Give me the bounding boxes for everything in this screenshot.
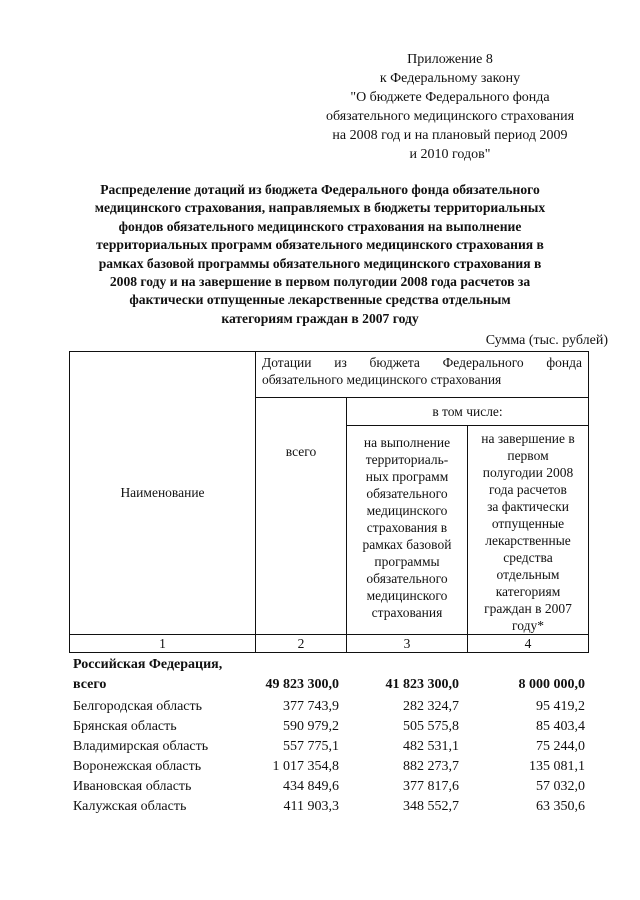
row-name: Калужская область xyxy=(73,799,187,814)
row-name: Ивановская область xyxy=(73,779,192,794)
appendix-line: "О бюджете Федерального фонда xyxy=(350,90,550,105)
dotations-header-line: Дотации из бюджета Федерального фонда xyxy=(262,355,582,370)
header-line: медицинского xyxy=(366,588,448,603)
row-name: всего xyxy=(73,677,107,692)
cell-total: 557 775,1 xyxy=(283,739,339,754)
column-header-including: в том числе: xyxy=(347,398,589,426)
cell-drugs: 57 032,0 xyxy=(536,779,585,794)
table-header xyxy=(69,351,589,653)
appendix-line: на 2008 год и на плановый период 2009 xyxy=(332,128,568,143)
cell-territorial: 348 552,7 xyxy=(403,799,459,814)
table-row xyxy=(69,737,589,757)
table-row xyxy=(69,697,589,717)
document-title xyxy=(40,181,600,328)
header-line: медицинского xyxy=(366,503,448,518)
title-line: категориям граждан в 2007 году xyxy=(221,310,419,326)
appendix-line: и 2010 годов" xyxy=(409,147,491,162)
cell-total: 377 743,9 xyxy=(283,699,339,714)
appendix-line: к Федеральному закону xyxy=(379,71,521,86)
column-number: 2 xyxy=(256,635,347,653)
title-line: фактически отпущенные лекарственные средства отдельным xyxy=(129,292,511,308)
header-line: страхования xyxy=(371,605,443,620)
cell-territorial: 505 575,8 xyxy=(403,719,459,734)
header-line: году* xyxy=(512,618,544,633)
unit-label: Сумма (тыс. рублей) xyxy=(485,333,608,348)
appendix-heading xyxy=(300,50,600,164)
header-line: ных программ xyxy=(365,469,449,484)
cell-drugs: 85 403,4 xyxy=(536,719,585,734)
cell-territorial: 377 817,6 xyxy=(403,779,459,794)
header-line: страхования в xyxy=(366,520,448,535)
table-row xyxy=(69,797,589,817)
row-name: Белгородская область xyxy=(73,699,203,714)
cell-total: 49 823 300,0 xyxy=(265,677,339,692)
header-line: граждан в 2007 xyxy=(484,601,572,616)
appendix-line: Приложение 8 xyxy=(407,52,493,67)
header-line: территориаль- xyxy=(365,452,449,467)
header-line: полугодии 2008 xyxy=(482,465,574,480)
row-name: Воронежская область xyxy=(73,759,202,774)
row-name: Российская Федерация, xyxy=(73,657,223,672)
column-header-dotations xyxy=(256,352,589,398)
header-line: категориям xyxy=(495,584,561,599)
cell-drugs: 135 081,1 xyxy=(529,759,585,774)
dotations-header-line: обязательного медицинского страхования xyxy=(262,372,502,387)
cell-drugs: 95 419,2 xyxy=(536,699,585,714)
title-line: медицинского страхования, направляемых в бюджеты территориальных xyxy=(94,200,546,216)
title-line: Распределение дотаций из бюджета Федерального фонда обязательного xyxy=(100,182,540,197)
cell-territorial: 282 324,7 xyxy=(403,699,459,714)
cell-drugs: 63 350,6 xyxy=(536,799,585,814)
column-header-drug-settlements xyxy=(468,426,589,635)
header-line: лекарственные xyxy=(485,533,571,548)
column-number: 1 xyxy=(70,635,256,653)
cell-total: 411 903,3 xyxy=(283,799,339,814)
table-row-total xyxy=(69,675,589,695)
table-row xyxy=(69,717,589,737)
header-line: обязательного xyxy=(366,571,448,586)
cell-total: 1 017 354,8 xyxy=(272,759,339,774)
cell-territorial: 482 531,1 xyxy=(403,739,459,754)
header-line: отпущенные xyxy=(491,516,565,531)
column-header-territorial-programs xyxy=(347,426,468,635)
header-line: отдельным xyxy=(496,567,560,582)
table-body xyxy=(69,655,589,817)
cell-territorial: 41 823 300,0 xyxy=(385,677,459,692)
header-line: обязательного xyxy=(366,486,448,501)
header-line: на завершение в xyxy=(481,431,575,446)
column-header-total: всего xyxy=(256,398,347,635)
cell-drugs: 75 244,0 xyxy=(536,739,585,754)
cell-territorial: 882 273,7 xyxy=(403,759,459,774)
title-line: фондов обязательного медицинского страхования на выполнение xyxy=(118,218,522,234)
column-header-name: Наименование xyxy=(70,352,256,635)
title-line: 2008 году и на завершение в первом полугодии 2008 года расчетов за xyxy=(109,274,531,290)
table-row xyxy=(69,757,589,777)
cell-drugs: 8 000 000,0 xyxy=(518,677,585,692)
header-line: средства xyxy=(503,550,553,565)
table-row xyxy=(69,777,589,797)
cell-total: 434 849,6 xyxy=(283,779,339,794)
header-line: года расчетов xyxy=(489,482,567,497)
cell-total: 590 979,2 xyxy=(283,719,339,734)
header-line: программы xyxy=(374,554,440,569)
row-name: Брянская область xyxy=(73,719,177,734)
table-row-total-label xyxy=(69,655,589,675)
title-line: рамках базовой программы обязательного медицинского страхования в xyxy=(98,255,542,271)
column-number: 4 xyxy=(468,635,589,653)
header-line: на выполнение xyxy=(363,435,451,450)
appendix-line: обязательного медицинского страхования xyxy=(325,109,575,124)
title-line: территориальных программ обязательного медицинского страхования в xyxy=(96,237,544,253)
header-line: первом xyxy=(507,448,549,463)
header-line: за фактически xyxy=(487,499,569,514)
column-number: 3 xyxy=(347,635,468,653)
header-line: рамках базовой xyxy=(362,537,452,552)
row-name: Владимирская область xyxy=(73,739,209,754)
